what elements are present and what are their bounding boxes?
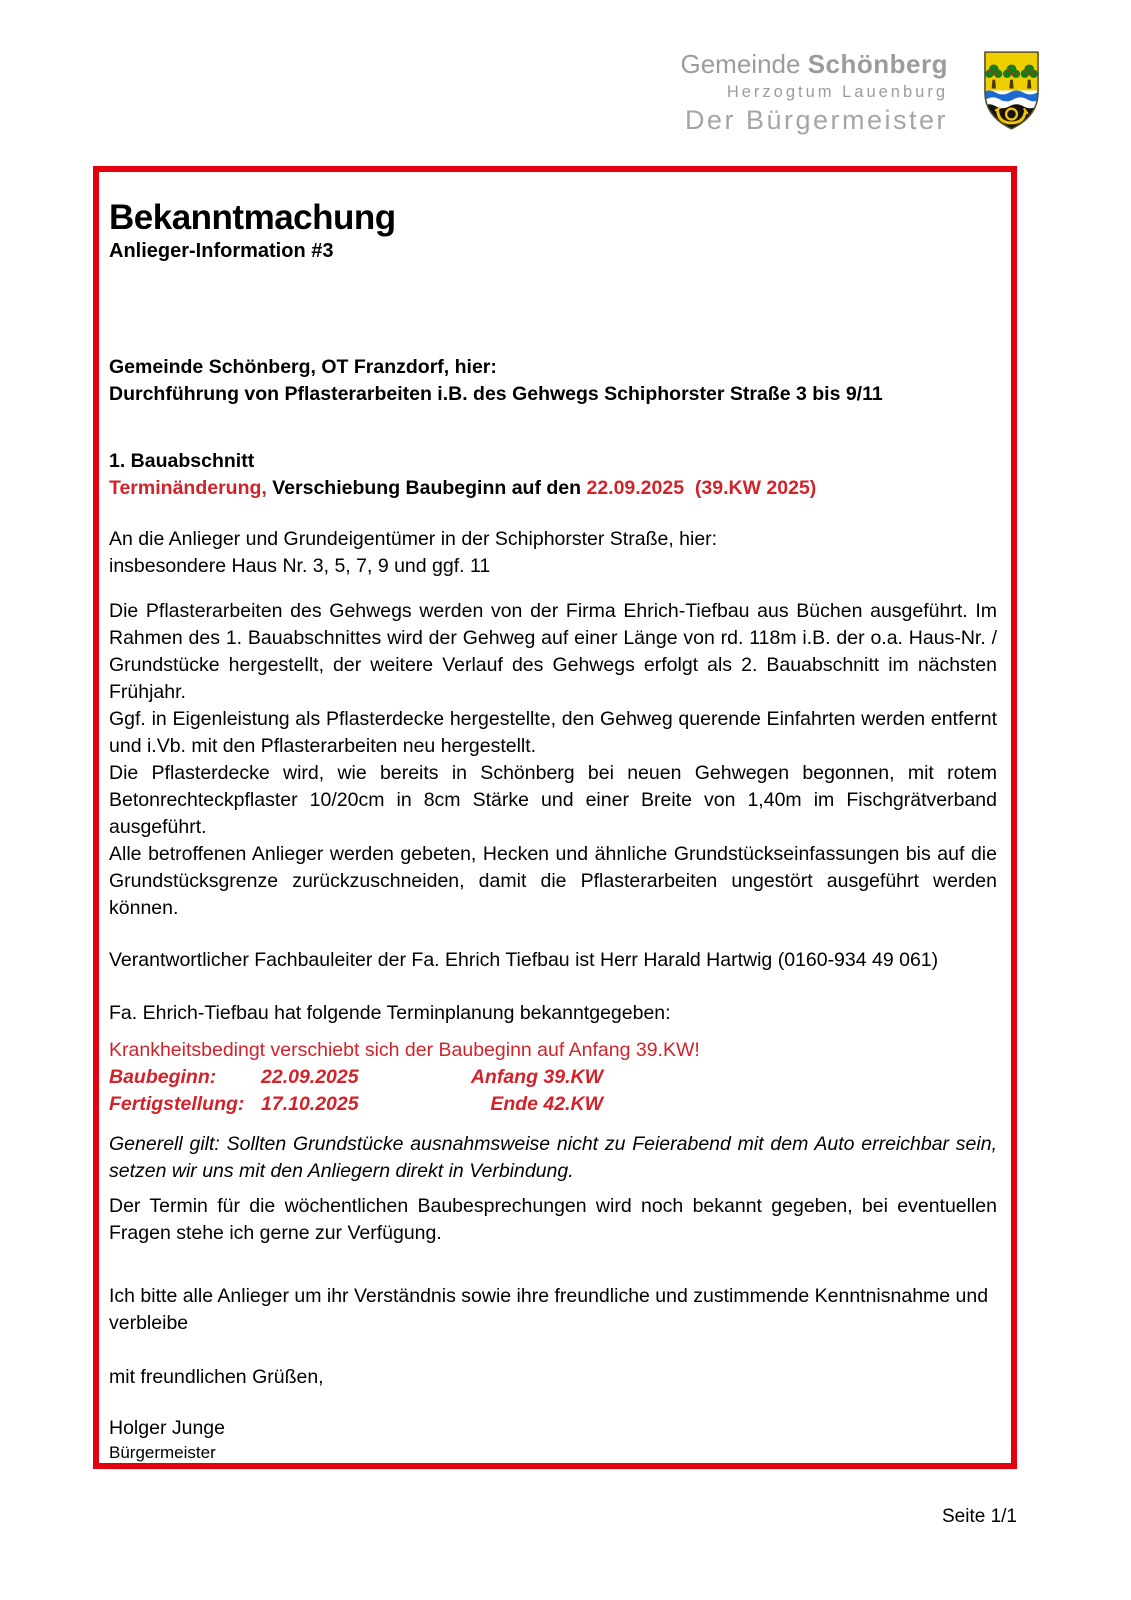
- meeting-note: Der Termin für die wöchentlichen Baubesprechungen wird noch bekannt gegeben, bei eventuellen Fragen stehe ich gerne zur Verfügung.: [109, 1195, 997, 1244]
- letterhead-org-role: Der Bürgermeister: [684, 104, 948, 135]
- schedule-row-start: [109, 1064, 997, 1091]
- change-notice-line: [109, 475, 997, 502]
- body-paragraphs: [109, 598, 997, 922]
- salutation: mit freundlichen Grüßen,: [109, 1366, 324, 1388]
- change-notice-date: 22.09.2025 (39.KW 2025): [586, 477, 817, 499]
- org-name-bold: Schönberg: [807, 49, 948, 79]
- letterhead-org-name: [681, 50, 949, 80]
- schedule-date: 22.09.2025: [261, 1066, 359, 1088]
- letterhead: [681, 50, 949, 136]
- schedule-intro: Fa. Ehrich-Tiefbau hat folgende Terminplanung bekanntgegeben:: [109, 1002, 671, 1024]
- municipal-crest-icon: [982, 49, 1041, 132]
- addressee-line-2: insbesondere Haus Nr. 3, 5, 7, 9 und ggf. 11: [109, 555, 491, 577]
- change-notice-mid: Verschiebung Baubeginn auf den: [266, 477, 587, 499]
- section-heading: 1. Bauabschnitt: [109, 450, 255, 472]
- document-subtitle: Anlieger-Information #3: [109, 240, 334, 262]
- document-title: Bekanntmachung: [109, 198, 396, 237]
- schedule-week: Ende 42.KW: [490, 1093, 603, 1115]
- schedule-row-end: [109, 1091, 997, 1118]
- body-paragraph: Alle betroffenen Anlieger werden gebeten, Hecken und ähnliche Grundstückseinfassungen bis auf die Grundstücksgrenze zurückzuschneiden, damit die Pflasterarbeiten ungestört ausgeführt werden können.: [109, 843, 997, 919]
- signature-title: Bürgermeister: [109, 1443, 216, 1462]
- addressee-line-1: An die Anlieger und Grundeigentümer in der Schiphorster Straße, hier:: [109, 528, 718, 550]
- schedule-date: 17.10.2025: [261, 1093, 359, 1115]
- signature-name: Holger Junge: [109, 1417, 225, 1439]
- schedule-notice: Krankheitsbedingt verschiebt sich der Baubeginn auf Anfang 39.KW!: [109, 1039, 700, 1061]
- site-manager-line: Verantwortlicher Fachbauleiter der Fa. Ehrich Tiefbau ist Herr Harald Hartwig (0160-934 49 061): [109, 949, 939, 971]
- closing-request: Ich bitte alle Anlieger um ihr Verständnis sowie ihre freundliche und zustimmende Kenntnisnahme und verbleibe: [109, 1285, 989, 1334]
- org-name-light: Gemeinde: [680, 49, 801, 79]
- letterhead-org-subline: Herzogtum Lauenburg: [726, 82, 948, 101]
- schedule-block: [109, 1037, 997, 1118]
- subject-block: [109, 354, 997, 408]
- body-paragraph: Ggf. in Eigenleistung als Pflasterdecke hergestellte, den Gehweg querende Einfahrten werden entfernt und i.Vb. mit den Pflasterarbeiten neu hergestellt.: [109, 708, 997, 757]
- body-paragraph: Die Pflasterdecke wird, wie bereits in Schönberg bei neuen Gehwegen begonnen, mit rotem Betonrechteckpflaster 10/20cm in 8cm Stärke und einer Breite von 1,40m im Fischgrätverband ausgeführt.: [109, 762, 997, 838]
- section-heading-block: [109, 448, 997, 502]
- page-number-label: Seite 1/1: [942, 1506, 1017, 1527]
- addressee-block: [109, 526, 997, 580]
- general-note: Generell gilt: Sollten Grundstücke ausnahmsweise nicht zu Feierabend mit dem Auto erreichbar sein, setzen wir uns mit den Anliegern direkt in Verbindung.: [109, 1133, 997, 1182]
- subject-line-1: Gemeinde Schönberg, OT Franzdorf, hier:: [109, 356, 497, 378]
- schedule-label: Baubeginn:: [109, 1066, 217, 1088]
- schedule-week: Anfang 39.KW: [470, 1066, 603, 1088]
- body-paragraph: Die Pflasterarbeiten des Gehwegs werden von der Firma Ehrich-Tiefbau aus Büchen ausgeführt. Im Rahmen des 1. Bauabschnittes wird der Gehweg auf einer Länge von rd. 118m i.B. der o.a. Haus-Nr. / Grundstücke hergestellt, der weitere Verlauf des Gehwegs erfolgt als 2. Bauabschnitt im nächsten Frühjahr.: [109, 600, 997, 703]
- change-notice-lead: Terminänderung,: [109, 477, 267, 499]
- notice-red-box: [93, 166, 1017, 1469]
- schedule-label: Fertigstellung:: [109, 1093, 245, 1115]
- subject-line-2: Durchführung von Pflasterarbeiten i.B. des Gehwegs Schiphorster Straße 3 bis 9/11: [109, 383, 883, 405]
